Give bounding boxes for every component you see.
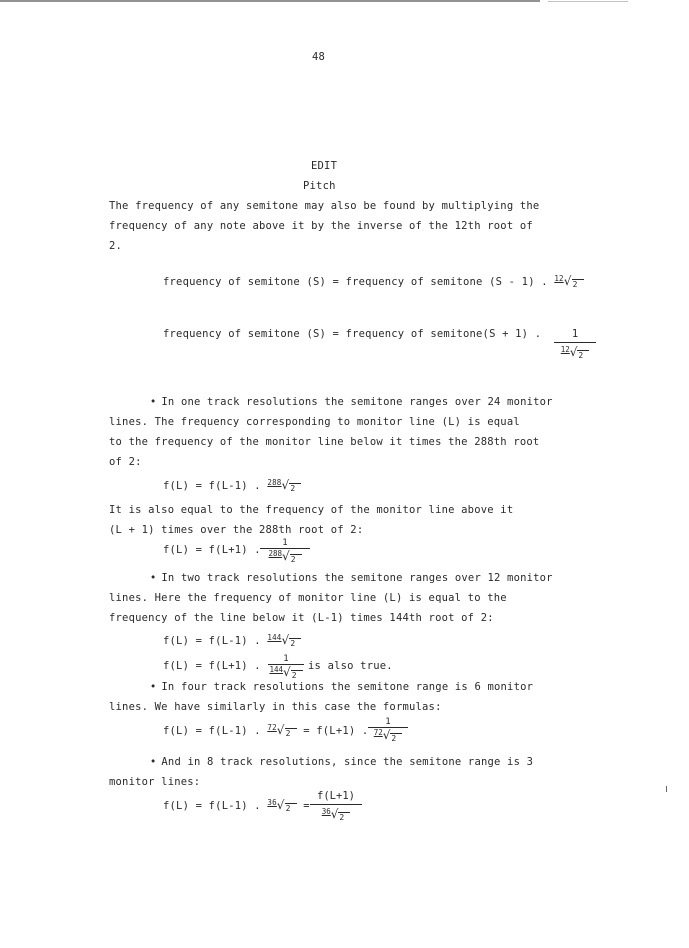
fraction-f-over-root-36: f(L+1) $^{36}$√2 bbox=[310, 790, 362, 823]
one-track-after-line-2: (L + 1) times over the 288th root of 2: bbox=[109, 524, 364, 536]
intro-line-1: The frequency of any semitone may also be found by multiplying the bbox=[109, 200, 540, 212]
fraction-one-over-root-144: 1 144√2 bbox=[268, 654, 304, 681]
twelfth-root-of-2: $^{12}$√2 bbox=[554, 274, 583, 290]
four-track-line-2: lines. We have similarly in this case the formulas: bbox=[109, 701, 442, 713]
scan-edge-line bbox=[548, 1, 628, 2]
four-track-line-1: • In four track resolutions the semitone range is 6 monitor bbox=[150, 681, 533, 693]
radical-sign-icon: √ bbox=[276, 723, 285, 737]
radical-sign-icon: √ bbox=[563, 274, 572, 288]
fraction-one-over-root-288: 1 $^{288}$√2 bbox=[260, 538, 310, 565]
root-288-of-2: $^{288}$√2 bbox=[267, 478, 301, 494]
page-number: 48 bbox=[312, 51, 326, 63]
radical-sign-icon: √ bbox=[281, 633, 290, 647]
formula-text: frequency of semitone (S) = frequency of semitone (S - 1) . bbox=[163, 276, 548, 288]
radical-sign-icon: √ bbox=[330, 807, 339, 821]
two-track-line-3: frequency of the line below it (L-1) times 144th root of 2: bbox=[109, 612, 494, 624]
one-track-formula-below: f(L) = f(L-1) . $^{288}$√2 bbox=[163, 478, 301, 494]
eight-track-line-1: • And in 8 track resolutions, since the semitone range is 3 bbox=[150, 756, 533, 768]
two-track-formula-above: f(L) = f(L+1) . bbox=[163, 660, 261, 672]
one-track-line-1: • In one track resolutions the semitone ranges over 24 monitor bbox=[150, 396, 553, 408]
two-track-line-1: • In two track resolutions the semitone ranges over 12 monitor bbox=[150, 572, 553, 584]
one-track-line-2: lines. The frequency corresponding to monitor line (L) is equal bbox=[109, 416, 520, 428]
root-144-of-2: $^{144}$√2 bbox=[267, 633, 301, 649]
radical-sign-icon: √ bbox=[276, 798, 285, 812]
two-track-also-true: is also true. bbox=[308, 660, 393, 672]
eight-track-line-2: monitor lines: bbox=[109, 776, 201, 788]
scan-edge-line bbox=[0, 0, 540, 2]
radical-sign-icon: √ bbox=[282, 549, 290, 563]
formula-semitone-above bbox=[163, 328, 541, 340]
radical-sign-icon: √ bbox=[281, 478, 290, 492]
fraction-one-over-root-72: 1 $^{72}$√2 bbox=[368, 717, 408, 744]
fraction-one-over-root: 1 $^{12}$√2 bbox=[554, 328, 596, 361]
eight-track-formula: f(L) = f(L-1) . $^{36}$√2 = bbox=[163, 798, 310, 813]
formula-semitone-below bbox=[163, 274, 584, 290]
four-track-formula: f(L) = f(L-1) . $^{72}$√2 = f(L+1) . bbox=[163, 723, 369, 738]
intro-line-3: 2. bbox=[109, 240, 123, 252]
radical-sign-icon: √ bbox=[569, 345, 578, 359]
formula-text: frequency of semitone (S) = frequency of semitone(S + 1) . bbox=[163, 328, 542, 340]
radical-sign-icon: √ bbox=[382, 728, 391, 742]
one-track-line-4: of 2: bbox=[109, 456, 142, 468]
root-72-of-2: $^{72}$√2 bbox=[267, 723, 296, 739]
root-36-of-2: $^{36}$√2 bbox=[267, 798, 296, 814]
intro-line-2: frequency of any note above it by the inverse of the 12th root of bbox=[109, 220, 533, 232]
section-subheading: Pitch bbox=[303, 180, 336, 192]
two-track-formula-below: f(L) = f(L-1) . $^{144}$√2 bbox=[163, 633, 301, 649]
section-heading: EDIT bbox=[311, 160, 338, 172]
two-track-line-2: lines. Here the frequency of monitor line (L) is equal to the bbox=[109, 592, 507, 604]
one-track-formula-above: f(L) = f(L+1) . bbox=[163, 544, 261, 556]
scan-mark bbox=[666, 786, 667, 792]
one-track-line-3: to the frequency of the monitor line below it times the 288th root bbox=[109, 436, 540, 448]
radical-sign-icon: √ bbox=[283, 665, 291, 679]
one-track-after-line-1: It is also equal to the frequency of the monitor line above it bbox=[109, 504, 514, 516]
